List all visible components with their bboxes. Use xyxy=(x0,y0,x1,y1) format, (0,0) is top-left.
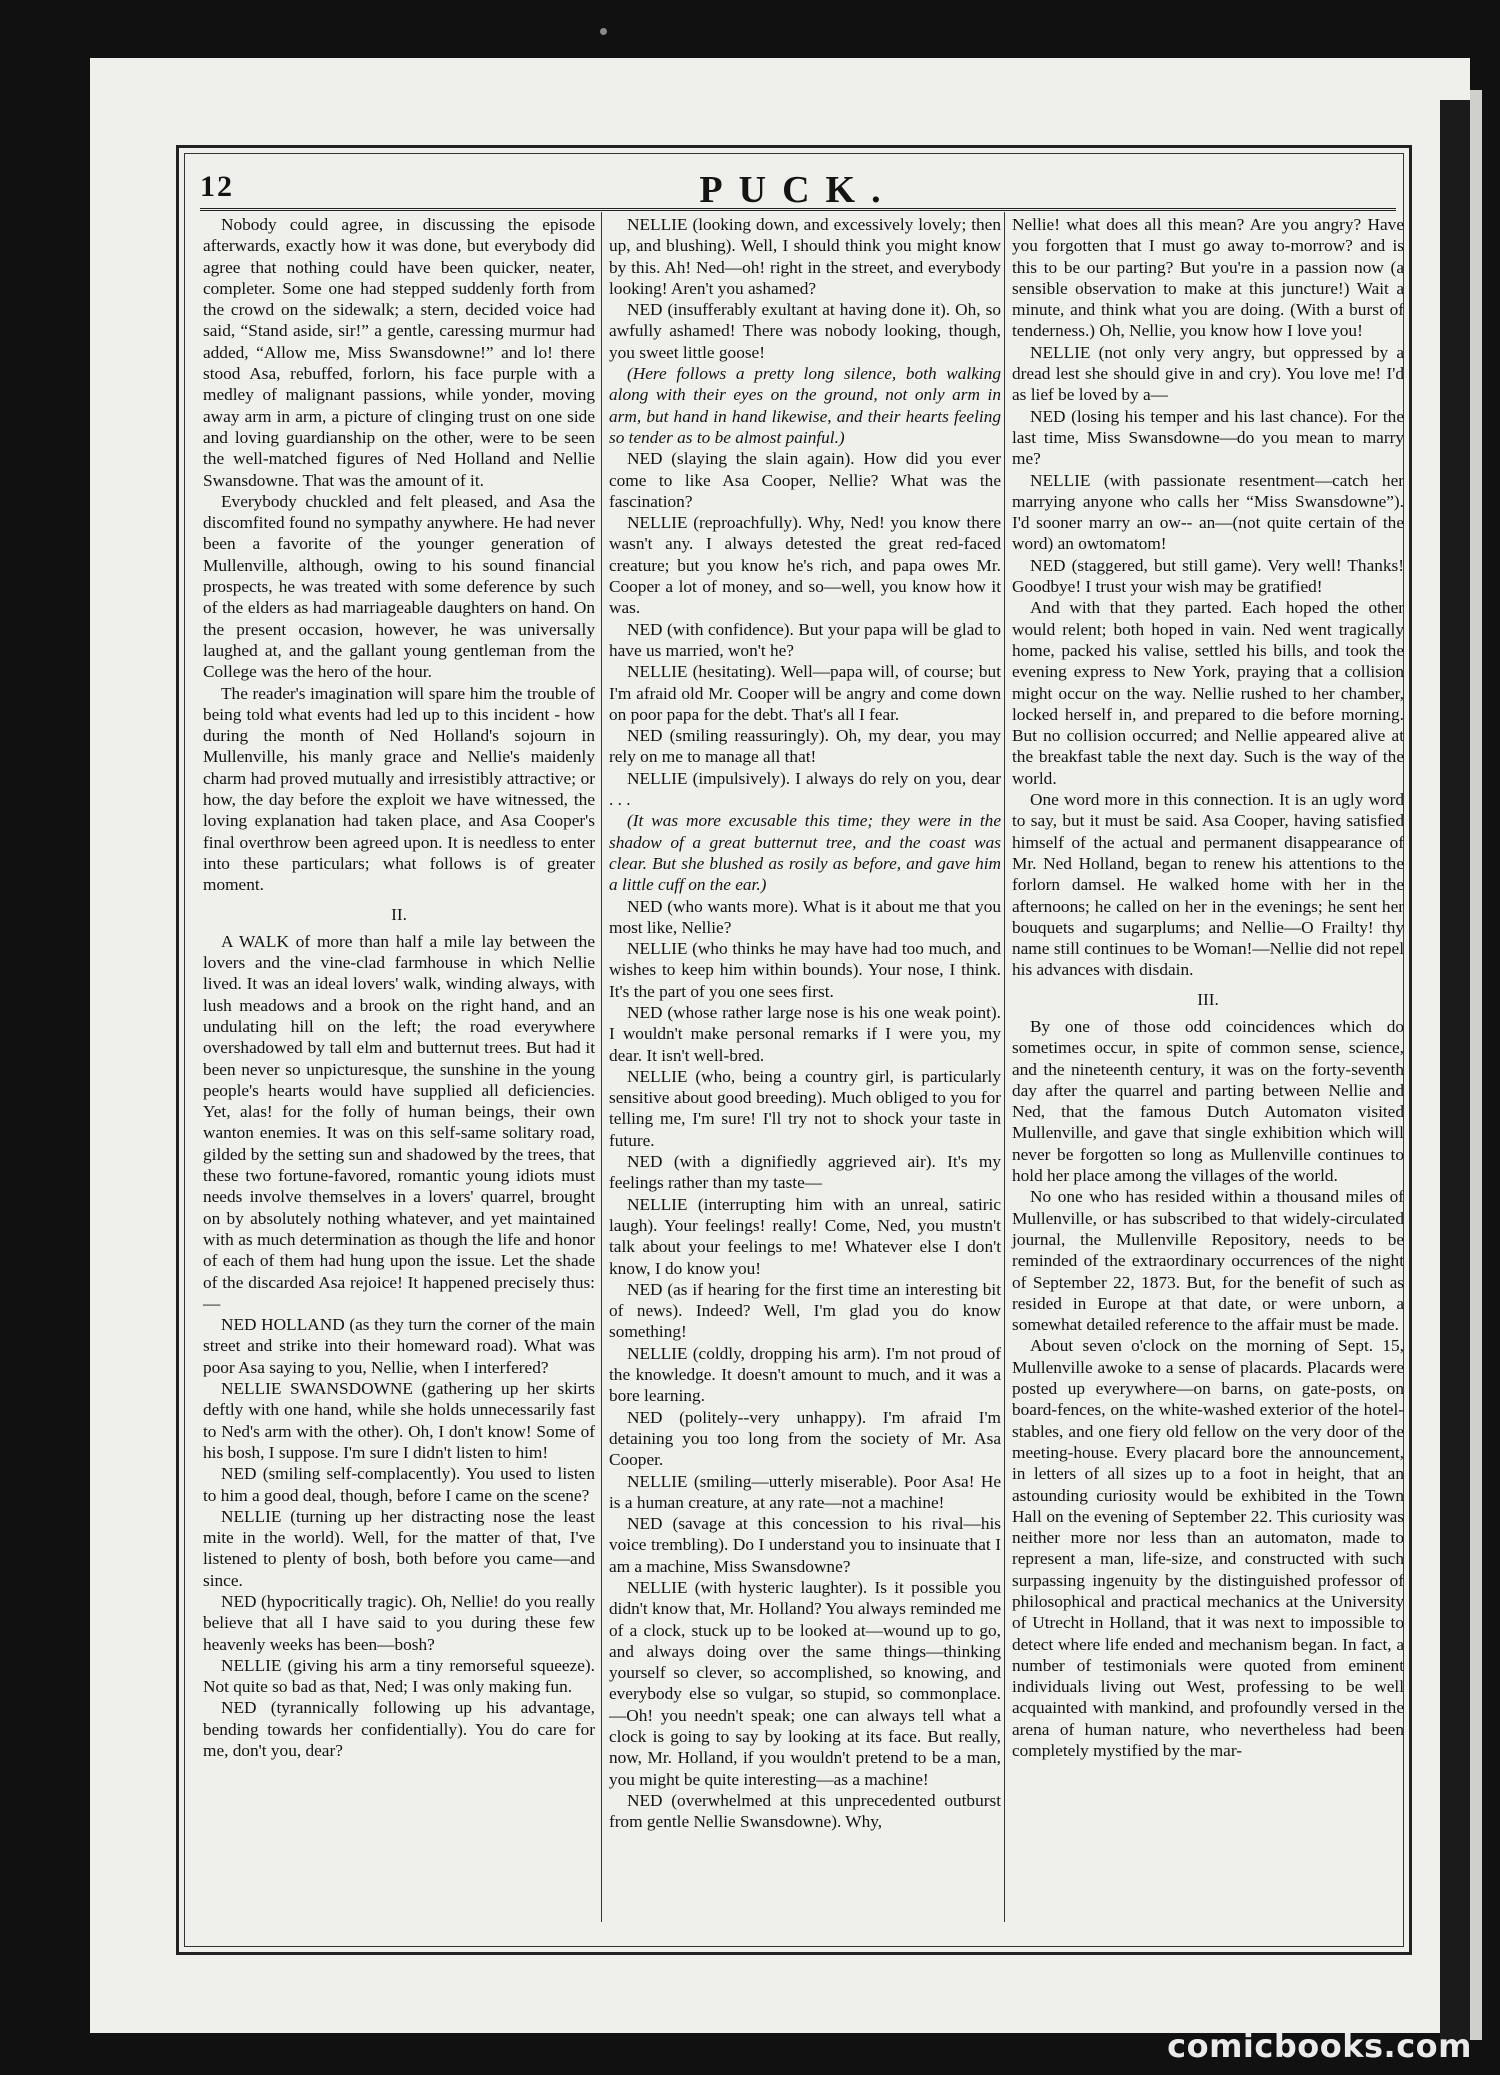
dialogue-line: NELLIE (looking down, and excessively lovely; then up, and blushing). Well, I should think you might know by this. Ah! Ned—oh! right in the street, and everybody looking! Aren't you ashamed? xyxy=(609,215,1001,298)
dialogue-line: NELLIE (not only very angry, but oppressed by a dread lest she should give in and cry). You love me! I'd as lief be loved by a— xyxy=(1012,342,1404,405)
header-rule xyxy=(200,208,1396,211)
paragraph: And with that they parted. Each hoped the other would relent; both hoped in vain. Ned went tragically home, packed his valise, settled his bills, and took the evening express to New York, praying that a collision might occur on the way. Nellie rushed to her chamber, locked herself in, and prepared to die before morning. But no collision occurred; and Nellie appeared alive at the breakfast table the next day. Such is the way of the world. xyxy=(1012,598,1404,788)
section-heading: III. xyxy=(1197,989,1219,1009)
dialogue-line: NED (staggered, but still game). Very well! Thanks! Goodbye! I trust your wish may be gratified! xyxy=(1012,555,1404,597)
dialogue-line: NED (insufferably exultant at having done it). Oh, so awfully ashamed! There was nobody looking, though, you sweet little goose! xyxy=(609,300,1001,362)
section-heading: II. xyxy=(391,904,407,924)
page-number: 12 xyxy=(200,170,234,203)
dialogue-line: NED (losing his temper and his last chance). For the last time, Miss Swansdowne—do you mean to marry me? xyxy=(1012,406,1404,469)
dialogue-line: NELLIE (who, being a country girl, is particularly sensitive about good breeding). Much obliged to you for telling me, I'm sure! I'll try not to shock your taste in future. xyxy=(609,1066,1001,1150)
dialogue-line: NED (with confidence). But your papa will be glad to have us married, won't he? xyxy=(609,619,1001,660)
dialogue-line: NED (slaying the slain again). How did you ever come to like Asa Cooper, Nellie? What was the fascination? xyxy=(609,449,1001,511)
text-column-1 xyxy=(203,214,595,1761)
dialogue-line: NED (whose rather large nose is his one weak point). I wouldn't make personal remarks if I were you, my dear. It isn't well-bred. xyxy=(609,1002,1001,1065)
dialogue-line: NELLIE (hesitating). Well—papa will, of course; but I'm afraid old Mr. Cooper will be angry and come down on poor papa for the debt. That's all I fear. xyxy=(609,662,1001,724)
page-header xyxy=(200,168,1396,210)
dialogue-line: NED HOLLAND (as they turn the corner of the main street and strike into their homeward road). What was poor Asa saying to you, Nellie, when I interfered? xyxy=(203,1315,595,1377)
dialogue-line: NELLIE (turning up her distracting nose the least mite in the world). Well, for the matter of that, I've listened to plenty of bosh, both before you came—and since. xyxy=(203,1506,595,1590)
stage-direction: (Here follows a pretty long silence, both walking along with their eyes on the ground, not only arm in arm, but hand in hand likewise, and their hearts feeling so tender as to be almost painful.) xyxy=(609,364,1001,447)
stage-direction: (It was more excusable this time; they were in the shadow of a great butternut tree, and the coast was clear. But she blushed as rosily as before, and gave him a little cuff on the ear.) xyxy=(609,811,1001,895)
dialogue-line: NELLIE (who thinks he may have had too much, and wishes to keep him within bounds). Your nose, I think. It's the part of you one sees first. xyxy=(609,939,1001,1001)
dialogue-line: Nellie! what does all this mean? Are you angry? Have you forgotten that I must go away to-morrow? and is this to be our parting? But you're in a passion now (a sensible observation to make at this juncture!) Wait a minute, and think what you are doing. (With a burst of tenderness.) Oh, Nellie, you know how I love you! xyxy=(1012,215,1404,341)
text-column-2 xyxy=(609,214,1001,1833)
paragraph: About seven o'clock on the morning of Sept. 15, Mullenville awoke to a sense of placards. Placards were posted up everywhere—on barns, on gate-posts, on board-fences, on the white-washed exterior of the hotel-stables, and one fiery old fellow on the very door of the meeting-house. Every placard bore the announcement, in letters of all sizes up to a foot in height, that an astounding curiosity would be exhibited in the Town Hall on the evening of September 22. This curiosity was neither more nor less than an automaton, made to represent a man, life-size, and constructed with such surpassing ingenuity by the distinguished professor of philosophical and practical mechanics at the University of Utrecht in Holland, that it was next to impossible to detect where life ended and mechanism began. In fact, a number of testimonials were quoted from eminent individuals living out West, professing to be well acquainted with mankind, and profoundly versed in the arena of human nature, who nevertheless had been completely mystified by the mar- xyxy=(1012,1336,1404,1761)
paragraph: By one of those odd coincidences which do sometimes occur, in spite of common sense, science, and the nineteenth century, it was on the forty-seventh day after the quarrel and parting between Nellie and Ned, that the famous Dutch Automaton visited Mullenville, and gave that single exhibition which will never be forgotten so long as Mullenville continues to hold her place among the villages of the world. xyxy=(1012,1016,1404,1186)
watermark: comicbooks.com xyxy=(1167,2027,1472,2065)
binding-edge xyxy=(1470,90,1482,2040)
scan-speck xyxy=(600,28,607,35)
column-divider-2 xyxy=(1004,212,1005,1922)
dialogue-line: NED (overwhelmed at this unprecedented outburst from gentle Nellie Swansdowne). Why, xyxy=(609,1790,1001,1832)
dialogue-line: NELLIE (with passionate resentment—catch her marrying anyone who calls her “Miss Swansdowne”). I'd sooner marry an ow-- an—(not quite certain of the word) an owtomatom! xyxy=(1012,470,1404,554)
dialogue-line: NED (hypocritically tragic). Oh, Nellie! do you really believe that all I have said to you during these few heavenly weeks has been—bosh? xyxy=(203,1592,595,1654)
dialogue-line: NELLIE (smiling—utterly miserable). Poor Asa! He is a human creature, at any rate—not a machine! xyxy=(609,1471,1001,1512)
dialogue-line: NED (smiling reassuringly). Oh, my dear, you may rely on me to manage all that! xyxy=(609,726,1001,767)
dialogue-line: NED (who wants more). What is it about me that you most like, Nellie? xyxy=(609,896,1001,937)
paragraph: The reader's imagination will spare him the trouble of being told what events had led up to this incident - how during the month of Ned Holland's sojourn in Mullenville, his manly grace and Nellie's maidenly charm had proved mutually and irresistibly attractive; or how, the day before the exploit we have witnessed, the loving explanation had taken place, and Asa Cooper's final overthrow been agreed upon. It is needless to enter into these particulars; what follows is of greater moment. xyxy=(203,683,595,895)
dialogue-line: NELLIE (interrupting him with an unreal, satiric laugh). Your feelings! really! Come, Ned, you mustn't talk about your feelings to me! Whatever else I don't know, I do know you! xyxy=(609,1194,1001,1278)
text-column-3 xyxy=(1012,214,1404,1761)
paragraph: No one who has resided within a thousand miles of Mullenville, or has subscribed to that widely-circulated journal, the Mullenville Repository, needs to be reminded of the extraordinary occurrences of the night of September 22, 1873. But, for the benefit of such as resided in Europe at that date, or were unborn, a somewhat detailed reference to the affair must be made. xyxy=(1012,1187,1404,1335)
dialogue-line: NELLIE (giving his arm a tiny remorseful squeeze). Not quite so bad as that, Ned; I was only making fun. xyxy=(203,1655,595,1697)
paragraph: Everybody chuckled and felt pleased, and Asa the discomfited found no sympathy anywhere. He had never been a favorite of the younger generation of Mullenville, although, owing to his sound financial prospects, he was treated with some deference by such of the elders as had marriageable daughters on hand. On the present occasion, however, he was universally laughed at, and the gallant young gentleman from the College was the hero of the hour. xyxy=(203,491,595,682)
column-divider-1 xyxy=(601,212,602,1922)
dialogue-line: NED (savage at this concession to his rival—his voice trembling). Do I understand you to insinuate that I am a machine, Miss Swansdowne? xyxy=(609,1514,1001,1576)
paragraph: A WALK of more than half a mile lay between the lovers and the vine-clad farmhouse in which Nellie lived. It was an ideal lovers' walk, winding always, with lush meadows and a brook on the right hand, and an undulating hill on the left; the road everywhere overshadowed by tall elm and butternut trees. But had it been never so unpicturesque, the sunshine in the young people's hearts would have supplied all deficiencies. Yet, alas! for the folly of human beings, their own wanton enemies. It was on this self-same solitary road, gilded by the setting sun and shadowed by the trees, that these two fortune-favored, romantic young idiots must needs involve themselves in a lovers' quarrel, brought on by absolutely nothing whatever, and yet maintained with as much determination as though the life and honor of each of them had hung upon the issue. Let the shade of the discarded Asa rejoice! It happened precisely thus:— xyxy=(203,931,595,1313)
dialogue-line: NED (tyrannically following up his advantage, bending towards her confidentially). You do care for me, don't you, dear? xyxy=(203,1698,595,1761)
dialogue-line: NELLIE (reproachfully). Why, Ned! you know there wasn't any. I always detested the great red-faced creature; but you know he's rich, and papa owes Mr. Cooper a lot of money, and so—well, you know how it was. xyxy=(609,513,1001,618)
paragraph: One word more in this connection. It is an ugly word to say, but it must be said. Asa Cooper, having satisfied himself of the actual and permanent disappearance of Mr. Ned Holland, began to renew his attentions to the forlorn damsel. He walked home with her in the afternoons; he called on her in the evenings; he sent her bouquets and sugarplums; and Nellie—O Frailty! thy name still continues to be Woman!—Nellie did not repel his advances with disdain. xyxy=(1012,790,1404,980)
dialogue-line: NELLIE (impulsively). I always do rely on you, dear . . . xyxy=(609,768,1001,810)
dialogue-line: NELLIE SWANSDOWNE (gathering up her skirts deftly with one hand, while she holds unnecessarily fast to Ned's arm with the other). Oh, I don't know! Some of his bosh, I suppose. I'm sure I didn't listen to him! xyxy=(203,1379,595,1462)
dialogue-line: NELLIE (with hysteric laughter). Is it possible you didn't know that, Mr. Holland? You always reminded me of a clock, stuck up to be looked at—wound up to go, and always doing over the same things—thinking yourself so clever, so accomplished, so knowing, and everybody else so vulgar, so stupid, so commonplace. —Oh! you needn't speak; one can always tell what a clock is going to say by looking at its face. But really, now, Mr. Holland, if you wouldn't pretend to be a man, you might be quite interesting—as a machine! xyxy=(609,1578,1001,1789)
paragraph: Nobody could agree, in discussing the episode afterwards, exactly how it was done, but everybody did agree that nothing could have been quicker, neater, completer. Some one had stepped suddenly forth from the crowd on the sidewalk; a stern, decided voice had said, “Stand aside, sir!” a gentle, caressing murmur had added, “Allow me, Miss Swansdowne!” and lo! there stood Asa, rebuffed, forlorn, his face purple with a medley of malignant passions, while yonder, moving away arm in arm, a picture of clinging trust on one side and loving guardianship on the other, were to be seen the well-matched figures of Ned Holland and Nellie Swansdowne. That was the amount of it. xyxy=(203,215,595,490)
dialogue-line: NED (as if hearing for the first time an interesting bit of news). Indeed? Well, I'm glad you do know something! xyxy=(609,1279,1001,1342)
dialogue-line: NED (with a dignifiedly aggrieved air). It's my feelings rather than my taste— xyxy=(609,1152,1001,1193)
dialogue-line: NED (smiling self-complacently). You used to listen to him a good deal, though, before I came on the scene? xyxy=(203,1464,595,1505)
masthead-title: PUCK. xyxy=(699,169,897,211)
dialogue-line: NED (politely--very unhappy). I'm afraid I'm detaining you too long from the society of Mr. Asa Cooper. xyxy=(609,1407,1001,1470)
dialogue-line: NELLIE (coldly, dropping his arm). I'm not proud of the knowledge. It doesn't amount to much, and it was a bore learning. xyxy=(609,1343,1001,1406)
